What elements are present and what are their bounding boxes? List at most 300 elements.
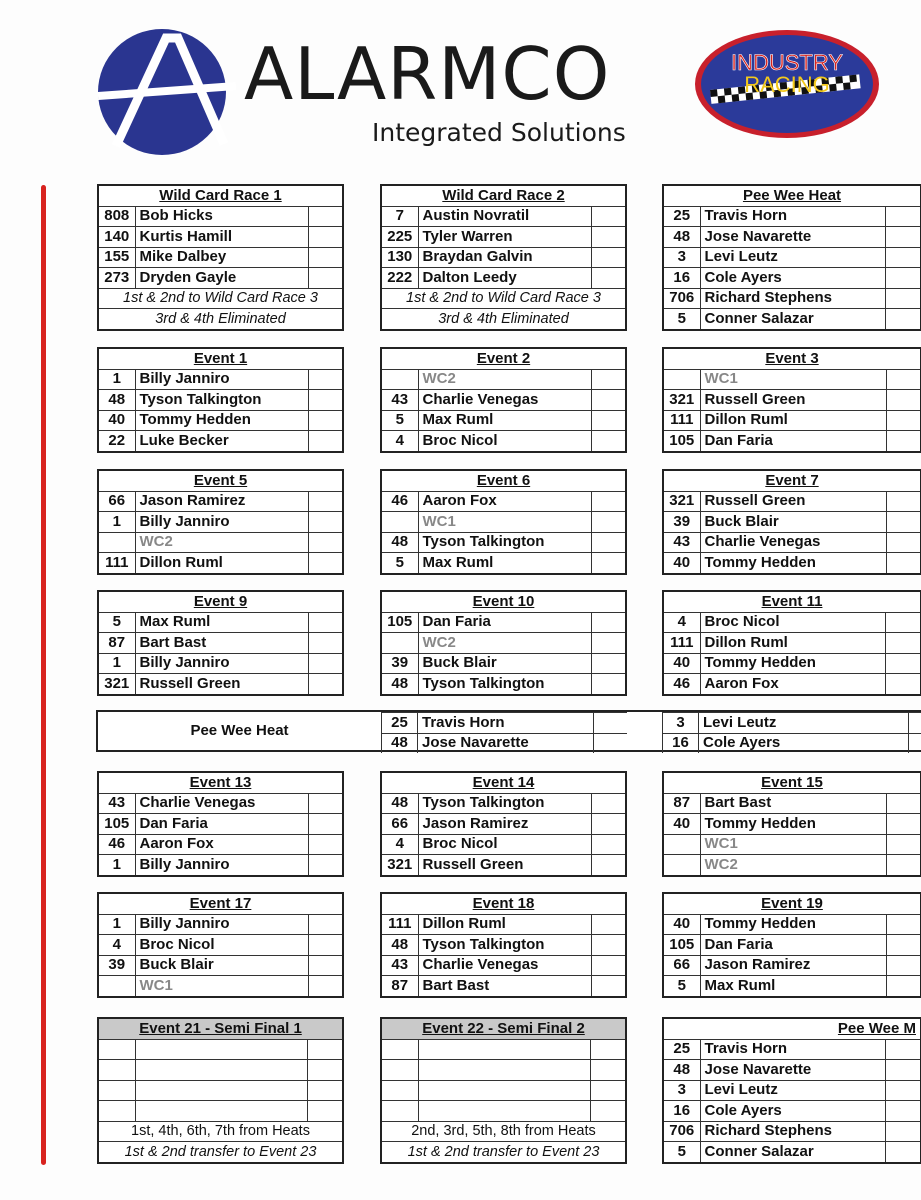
race-row xyxy=(664,653,920,674)
rider-number: 321 xyxy=(664,390,700,411)
rider-name: Dillon Ruml xyxy=(418,914,591,935)
rider-name: Jose Navarette xyxy=(700,1060,886,1081)
result-cell xyxy=(886,1039,920,1060)
rider-number: 48 xyxy=(99,390,135,411)
result-cell xyxy=(591,1039,625,1060)
rider-number: 105 xyxy=(99,814,135,835)
result-cell xyxy=(308,955,342,976)
race-row xyxy=(382,834,625,855)
result-cell xyxy=(591,935,625,956)
race-row xyxy=(664,855,920,875)
race-title: Wild Card Race 2 xyxy=(442,186,565,204)
rider-name: Levi Leutz xyxy=(699,713,909,734)
result-cell xyxy=(886,268,920,289)
race-row xyxy=(382,633,625,654)
result-cell xyxy=(886,491,920,512)
rider-number: 48 xyxy=(382,935,418,956)
race-row xyxy=(99,553,342,573)
race-row xyxy=(382,612,625,633)
result-cell xyxy=(591,976,625,996)
rider-number: 46 xyxy=(382,491,418,512)
race-title: Event 6 xyxy=(476,471,531,489)
race-box xyxy=(97,590,344,696)
rider-name: Tyson Talkington xyxy=(418,532,591,553)
rider-name xyxy=(135,1080,308,1101)
result-cell xyxy=(886,1080,920,1101)
rider-number: 4 xyxy=(99,935,135,956)
rider-number: 48 xyxy=(382,532,418,553)
race-row xyxy=(382,431,625,451)
race-row xyxy=(664,612,920,633)
result-cell xyxy=(591,834,625,855)
rider-number: 48 xyxy=(664,227,700,248)
result-cell xyxy=(591,532,625,553)
rider-number: 111 xyxy=(99,553,135,573)
rider-name: Russell Green xyxy=(700,390,886,411)
rider-number: 1 xyxy=(99,855,135,875)
result-cell xyxy=(886,633,920,654)
rider-name: Travis Horn xyxy=(700,1039,886,1060)
rider-name: Cole Ayers xyxy=(700,268,886,289)
race-row xyxy=(382,206,625,227)
race-row xyxy=(664,309,920,329)
race-title: Event 5 xyxy=(193,471,248,489)
race-row xyxy=(382,1101,625,1122)
result-cell xyxy=(308,247,342,268)
red-margin-line xyxy=(41,185,46,1165)
rider-number xyxy=(382,1101,418,1122)
rider-name: Richard Stephens xyxy=(700,1121,886,1142)
race-row xyxy=(664,431,920,451)
rider-number xyxy=(664,855,700,875)
race-box xyxy=(662,590,921,696)
rider-number: 1 xyxy=(99,914,135,935)
rider-number xyxy=(382,633,418,654)
result-cell xyxy=(308,914,342,935)
rider-name xyxy=(418,1039,591,1060)
rider-number: 105 xyxy=(382,612,418,633)
rider-number: 4 xyxy=(664,612,700,633)
rider-name: Levi Leutz xyxy=(700,247,886,268)
race-box xyxy=(662,892,921,998)
rider-name: Bart Bast xyxy=(700,793,886,814)
race-row xyxy=(99,793,342,814)
result-cell xyxy=(308,834,342,855)
result-cell xyxy=(886,247,920,268)
result-cell xyxy=(886,206,920,227)
rider-number: 25 xyxy=(664,206,700,227)
rider-name: Russell Green xyxy=(418,855,591,875)
alarmco-logo-icon xyxy=(96,26,236,158)
race-box xyxy=(97,469,344,575)
race-row xyxy=(99,834,342,855)
race-row xyxy=(382,976,625,996)
pee-wee-band-table-b xyxy=(662,712,921,753)
race-title: Pee Wee Heat xyxy=(742,186,842,204)
race-box xyxy=(97,184,344,331)
rider-name: Tyler Warren xyxy=(418,227,591,248)
rider-number: 4 xyxy=(382,431,418,451)
result-cell xyxy=(593,733,627,753)
rider-name: Jose Navarette xyxy=(418,733,594,753)
result-cell xyxy=(308,532,342,553)
rider-name: Travis Horn xyxy=(418,713,594,734)
rider-name: Billy Janniro xyxy=(135,914,308,935)
race-title: Event 21 - Semi Final 1 xyxy=(139,1019,302,1037)
rider-name: Mike Dalbey xyxy=(135,247,308,268)
rider-name: Dillon Ruml xyxy=(700,633,886,654)
race-row xyxy=(382,674,625,694)
race-row xyxy=(99,1039,342,1060)
result-cell xyxy=(886,793,920,814)
race-row xyxy=(664,268,920,289)
race-row xyxy=(664,1039,920,1060)
race-box xyxy=(662,469,921,575)
race-row xyxy=(382,814,625,835)
rider-number: 140 xyxy=(99,227,135,248)
rider-name xyxy=(135,1039,308,1060)
rider-name: Dillon Ruml xyxy=(700,410,886,431)
result-cell xyxy=(308,410,342,431)
result-cell xyxy=(591,206,625,227)
rider-number: 43 xyxy=(382,955,418,976)
result-cell xyxy=(308,674,342,694)
race-row xyxy=(99,491,342,512)
result-cell xyxy=(308,633,342,654)
race-note: 2nd, 3rd, 5th, 8th from Heats xyxy=(382,1121,625,1142)
rider-name: Buck Blair xyxy=(700,512,886,533)
race-row xyxy=(99,410,342,431)
rider-number: 321 xyxy=(382,855,418,875)
brand-tagline: Integrated Solutions xyxy=(372,118,626,147)
result-cell xyxy=(308,612,342,633)
rider-number: 40 xyxy=(99,410,135,431)
race-title: Event 15 xyxy=(761,773,823,791)
race-row xyxy=(664,1101,920,1122)
race-row xyxy=(382,914,625,935)
result-cell xyxy=(591,955,625,976)
rider-name: Broc Nicol xyxy=(418,834,591,855)
rider-name: Travis Horn xyxy=(700,206,886,227)
rider-name: Max Ruml xyxy=(418,410,591,431)
rider-name: Bart Bast xyxy=(135,633,308,654)
race-row xyxy=(664,410,920,431)
rider-name: Dan Faria xyxy=(700,935,886,956)
result-cell xyxy=(908,733,921,753)
race-row xyxy=(99,268,342,289)
race-row xyxy=(382,532,625,553)
rider-number xyxy=(382,369,418,390)
result-cell xyxy=(308,369,342,390)
rider-name: Billy Janniro xyxy=(135,653,308,674)
race-title: Event 10 xyxy=(472,592,535,610)
result-cell xyxy=(886,1060,920,1081)
rider-name: WC1 xyxy=(418,512,591,533)
pee-wee-band-label: Pee Wee Heat xyxy=(190,722,289,739)
rider-number: 5 xyxy=(99,612,135,633)
race-row xyxy=(382,268,625,289)
race-row xyxy=(664,1121,920,1142)
result-cell xyxy=(591,612,625,633)
rider-number: 3 xyxy=(664,1080,700,1101)
rider-number: 321 xyxy=(99,674,135,694)
rider-number: 39 xyxy=(99,955,135,976)
race-row xyxy=(664,288,920,309)
rider-name: Conner Salazar xyxy=(700,309,886,329)
rider-number: 706 xyxy=(664,1121,700,1142)
race-row xyxy=(382,553,625,573)
rider-name: Tyson Talkington xyxy=(418,793,591,814)
result-cell xyxy=(886,369,920,390)
rider-name: Broc Nicol xyxy=(135,935,308,956)
race-row xyxy=(99,674,342,694)
rider-number xyxy=(382,512,418,533)
rider-number: 46 xyxy=(664,674,700,694)
rider-number xyxy=(382,1039,418,1060)
rider-name: Jose Navarette xyxy=(700,227,886,248)
result-cell xyxy=(308,653,342,674)
race-row xyxy=(99,512,342,533)
rider-number: 40 xyxy=(664,814,700,835)
result-cell xyxy=(591,369,625,390)
rider-name: Billy Janniro xyxy=(135,369,308,390)
result-cell xyxy=(591,410,625,431)
result-cell xyxy=(308,227,342,248)
pee-wee-band-table-a xyxy=(381,712,627,753)
rider-number xyxy=(99,1039,135,1060)
race-box xyxy=(662,184,921,331)
rider-name xyxy=(135,1060,308,1081)
rider-name: Austin Novratil xyxy=(418,206,591,227)
rider-name: Charlie Venegas xyxy=(418,955,591,976)
race-title: Event 3 xyxy=(765,349,819,367)
rider-number: 321 xyxy=(664,491,700,512)
race-row xyxy=(664,935,920,956)
result-cell xyxy=(308,935,342,956)
rider-number: 5 xyxy=(664,976,700,996)
rider-number: 39 xyxy=(664,512,700,533)
race-title: Pee Wee M xyxy=(837,1019,916,1037)
rider-name: Tyson Talkington xyxy=(135,390,308,411)
rider-number xyxy=(664,369,700,390)
result-cell xyxy=(308,431,342,451)
race-box xyxy=(380,184,627,331)
rider-name: Cole Ayers xyxy=(700,1101,886,1122)
rider-name: WC1 xyxy=(700,834,886,855)
race-note: 3rd & 4th Eliminated xyxy=(99,309,342,329)
race-box xyxy=(662,1017,921,1164)
race-row xyxy=(663,733,921,753)
race-row xyxy=(664,914,920,935)
rider-number: 48 xyxy=(664,1060,700,1081)
result-cell xyxy=(591,553,625,573)
race-row xyxy=(664,1060,920,1081)
rider-name: Levi Leutz xyxy=(700,1080,886,1101)
race-row xyxy=(664,976,920,996)
race-row xyxy=(664,1080,920,1101)
result-cell xyxy=(591,674,625,694)
race-title: Event 7 xyxy=(765,471,819,489)
result-cell xyxy=(908,713,921,734)
rider-number: 43 xyxy=(99,793,135,814)
rider-number: 808 xyxy=(99,206,135,227)
rider-number xyxy=(382,1080,418,1101)
rider-number xyxy=(99,1080,135,1101)
rider-number: 43 xyxy=(664,532,700,553)
race-note: 1st & 2nd transfer to Event 23 xyxy=(382,1142,625,1162)
result-cell xyxy=(308,1039,342,1060)
race-box xyxy=(97,771,344,877)
result-cell xyxy=(886,309,920,329)
result-cell xyxy=(886,674,920,694)
result-cell xyxy=(886,532,920,553)
result-cell xyxy=(308,855,342,875)
rider-number: 16 xyxy=(664,1101,700,1122)
race-row xyxy=(382,955,625,976)
result-cell xyxy=(886,814,920,835)
rider-number: 5 xyxy=(664,309,700,329)
result-cell xyxy=(886,553,920,573)
race-row xyxy=(382,793,625,814)
rider-number xyxy=(99,976,135,996)
race-title: Event 17 xyxy=(189,894,252,912)
result-cell xyxy=(591,633,625,654)
race-title: Event 22 - Semi Final 2 xyxy=(422,1019,585,1037)
rider-name: Tommy Hedden xyxy=(700,814,886,835)
race-row xyxy=(99,1060,342,1081)
race-box xyxy=(662,771,921,877)
rider-name: Dryden Gayle xyxy=(135,268,308,289)
rider-name: Richard Stephens xyxy=(700,288,886,309)
rider-number: 225 xyxy=(382,227,418,248)
rider-name: WC2 xyxy=(700,855,886,875)
result-cell xyxy=(591,793,625,814)
rider-number: 48 xyxy=(382,733,418,753)
industry-racing-logo-icon xyxy=(692,28,882,140)
rider-number: 155 xyxy=(99,247,135,268)
rider-number: 105 xyxy=(664,935,700,956)
result-cell xyxy=(591,653,625,674)
race-box xyxy=(380,1017,627,1164)
result-cell xyxy=(308,512,342,533)
race-row xyxy=(99,855,342,875)
race-row xyxy=(382,227,625,248)
rider-name: Jason Ramirez xyxy=(700,955,886,976)
rider-name: Charlie Venegas xyxy=(135,793,308,814)
rider-name: Broc Nicol xyxy=(418,431,591,451)
race-title: Event 13 xyxy=(189,773,252,791)
race-row xyxy=(99,612,342,633)
result-cell xyxy=(886,1121,920,1142)
race-title: Event 14 xyxy=(472,773,535,791)
race-row xyxy=(382,491,625,512)
result-cell xyxy=(886,390,920,411)
rider-number: 16 xyxy=(664,268,700,289)
race-row xyxy=(99,955,342,976)
race-note: 1st, 4th, 6th, 7th from Heats xyxy=(99,1121,342,1142)
result-cell xyxy=(886,935,920,956)
race-box xyxy=(97,1017,344,1164)
rider-name: Max Ruml xyxy=(418,553,591,573)
rider-number: 48 xyxy=(382,674,418,694)
race-row xyxy=(664,955,920,976)
result-cell xyxy=(591,247,625,268)
rider-name: Jason Ramirez xyxy=(135,491,308,512)
rider-name: Buck Blair xyxy=(135,955,308,976)
rider-number: 87 xyxy=(382,976,418,996)
rider-number: 66 xyxy=(382,814,418,835)
race-row xyxy=(99,1080,342,1101)
race-row xyxy=(664,793,920,814)
rider-number: 7 xyxy=(382,206,418,227)
rider-number: 3 xyxy=(663,713,699,734)
rider-name: Tyson Talkington xyxy=(418,674,591,694)
race-row xyxy=(664,227,920,248)
rider-name: Cole Ayers xyxy=(699,733,909,753)
race-row xyxy=(99,914,342,935)
rider-number: 1 xyxy=(99,369,135,390)
rider-name: Russell Green xyxy=(135,674,308,694)
race-row xyxy=(382,733,628,753)
result-cell xyxy=(308,553,342,573)
rider-number xyxy=(99,532,135,553)
race-row xyxy=(382,1080,625,1101)
race-row xyxy=(99,227,342,248)
result-cell xyxy=(886,976,920,996)
rider-number xyxy=(99,1101,135,1122)
rider-name: WC1 xyxy=(700,369,886,390)
rider-name: Jason Ramirez xyxy=(418,814,591,835)
rider-name: Charlie Venegas xyxy=(418,390,591,411)
result-cell xyxy=(886,431,920,451)
rider-number: 87 xyxy=(664,793,700,814)
rider-name: Max Ruml xyxy=(700,976,886,996)
rider-number xyxy=(664,834,700,855)
rider-name: Bob Hicks xyxy=(135,206,308,227)
race-row xyxy=(99,206,342,227)
result-cell xyxy=(591,1060,625,1081)
result-cell xyxy=(591,390,625,411)
rider-number: 1 xyxy=(99,653,135,674)
rider-name: Dan Faria xyxy=(700,431,886,451)
rider-name: Max Ruml xyxy=(135,612,308,633)
rider-number xyxy=(382,1060,418,1081)
rider-number: 5 xyxy=(664,1142,700,1162)
race-note: 1st & 2nd transfer to Event 23 xyxy=(99,1142,342,1162)
race-row xyxy=(99,976,342,996)
result-cell xyxy=(308,1101,342,1122)
pee-wee-heat-band xyxy=(96,710,921,752)
race-row xyxy=(382,247,625,268)
result-cell xyxy=(591,1101,625,1122)
race-row xyxy=(664,247,920,268)
race-title: Event 1 xyxy=(193,349,248,367)
rider-number: 46 xyxy=(99,834,135,855)
rider-name: Billy Janniro xyxy=(135,855,308,875)
rider-number: 25 xyxy=(382,713,418,734)
race-row xyxy=(99,390,342,411)
rider-number: 40 xyxy=(664,553,700,573)
race-row xyxy=(664,814,920,835)
rider-name: WC2 xyxy=(135,532,308,553)
result-cell xyxy=(308,491,342,512)
race-title: Event 18 xyxy=(472,894,535,912)
rider-name: Kurtis Hamill xyxy=(135,227,308,248)
rider-number: 222 xyxy=(382,268,418,289)
rider-name: Dan Faria xyxy=(418,612,591,633)
rider-number: 48 xyxy=(382,793,418,814)
race-title: Event 9 xyxy=(193,592,248,610)
